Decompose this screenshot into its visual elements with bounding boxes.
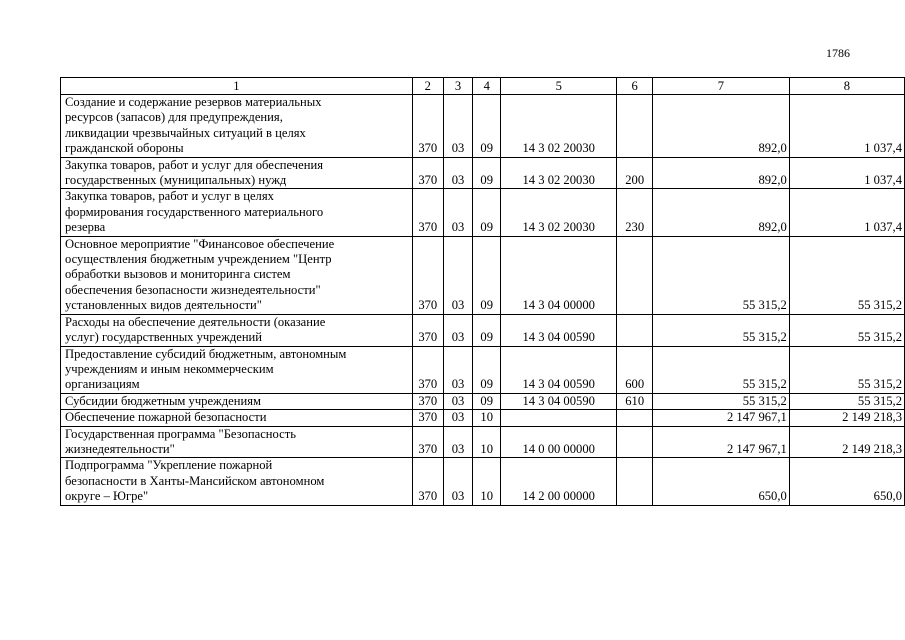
cell-name-line: Подпрограмма "Укрепление пожарной [65, 458, 273, 473]
cell-amount-col8: 1 037,4 [789, 95, 904, 158]
cell-name [61, 157, 413, 189]
cell-admin-code: 370 [412, 410, 443, 426]
cell-expense-type [617, 458, 653, 505]
cell-name-line: обработки вызовов и мониторинга систем [65, 267, 291, 282]
cell-target-article: 14 2 00 00000 [501, 458, 617, 505]
cell-name-line: Закупка товаров, работ и услуг в целях [65, 189, 274, 204]
column-header: 3 [443, 78, 473, 95]
cell-amount-col8: 2 149 218,3 [789, 426, 904, 458]
cell-name-line: Расходы на обеспечение деятельности (оказание [65, 314, 326, 329]
column-header: 5 [501, 78, 617, 95]
column-header: 6 [617, 78, 653, 95]
cell-name-line: Субсидии бюджетным учреждениям [65, 393, 261, 408]
cell-name [61, 393, 413, 409]
cell-amount-col8: 55 315,2 [789, 393, 904, 409]
cell-name-line: учреждениям и иным некоммерческим [65, 361, 274, 376]
cell-subsection: 09 [473, 393, 501, 409]
cell-admin-code: 370 [412, 393, 443, 409]
cell-section: 03 [443, 236, 473, 314]
cell-amount-col8: 2 149 218,3 [789, 410, 904, 426]
table-row [61, 346, 905, 393]
cell-amount-col7: 55 315,2 [653, 314, 790, 346]
cell-name-line: ликвидации чрезвычайных ситуаций в целях [65, 125, 306, 140]
cell-admin-code: 370 [412, 346, 443, 393]
cell-target-article: 14 3 04 00590 [501, 314, 617, 346]
cell-name [61, 314, 413, 346]
cell-name-line: Обеспечение пожарной безопасности [65, 410, 267, 425]
table-header-row [61, 78, 905, 95]
cell-admin-code: 370 [412, 236, 443, 314]
cell-name [61, 236, 413, 314]
cell-name [61, 426, 413, 458]
cell-amount-col8: 1 037,4 [789, 157, 904, 189]
column-header: 1 [61, 78, 413, 95]
table-row [61, 458, 905, 505]
table-row [61, 314, 905, 346]
cell-name-line: обеспечения безопасности жизнедеятельности" [65, 282, 321, 297]
cell-admin-code: 370 [412, 314, 443, 346]
table-row [61, 95, 905, 158]
cell-expense-type: 200 [617, 157, 653, 189]
cell-name-line: резерва [65, 220, 106, 235]
cell-admin-code: 370 [412, 426, 443, 458]
cell-target-article: 14 3 04 00590 [501, 393, 617, 409]
cell-subsection: 09 [473, 189, 501, 236]
cell-name [61, 410, 413, 426]
cell-subsection: 09 [473, 314, 501, 346]
cell-expense-type [617, 314, 653, 346]
cell-amount-col8: 1 037,4 [789, 189, 904, 236]
cell-target-article: 14 0 00 00000 [501, 426, 617, 458]
cell-subsection: 10 [473, 426, 501, 458]
cell-section: 03 [443, 189, 473, 236]
table-row [61, 157, 905, 189]
table-row [61, 426, 905, 458]
table-row [61, 189, 905, 236]
cell-subsection: 09 [473, 236, 501, 314]
cell-name-line: ресурсов (запасов) для предупреждения, [65, 110, 283, 125]
column-header: 2 [412, 78, 443, 95]
cell-target-article: 14 3 02 20030 [501, 95, 617, 158]
cell-name [61, 458, 413, 505]
cell-expense-type: 600 [617, 346, 653, 393]
cell-name-line: установленных видов деятельности" [65, 298, 262, 313]
column-header: 8 [789, 78, 904, 95]
cell-target-article: 14 3 04 00000 [501, 236, 617, 314]
cell-expense-type: 230 [617, 189, 653, 236]
cell-subsection: 10 [473, 410, 501, 426]
cell-name-line: осуществления бюджетным учреждением "Центр [65, 252, 332, 267]
cell-subsection: 10 [473, 458, 501, 505]
cell-expense-type [617, 410, 653, 426]
cell-section: 03 [443, 458, 473, 505]
cell-amount-col7: 650,0 [653, 458, 790, 505]
cell-name-line: формирования государственного материального [65, 204, 324, 219]
cell-amount-col7: 55 315,2 [653, 346, 790, 393]
table-body [61, 78, 905, 506]
table-row [61, 410, 905, 426]
cell-admin-code: 370 [412, 189, 443, 236]
cell-amount-col8: 55 315,2 [789, 346, 904, 393]
cell-amount-col7: 55 315,2 [653, 236, 790, 314]
cell-name-line: Закупка товаров, работ и услуг для обеспечения [65, 157, 324, 172]
column-header: 4 [473, 78, 501, 95]
cell-section: 03 [443, 410, 473, 426]
cell-name-line: Создание и содержание резервов материальных [65, 95, 322, 109]
cell-section: 03 [443, 314, 473, 346]
budget-table [60, 77, 905, 506]
cell-amount-col7: 892,0 [653, 189, 790, 236]
cell-name-line: организациям [65, 377, 140, 392]
cell-target-article: 14 3 04 00590 [501, 346, 617, 393]
cell-name-line: округе – Югре" [65, 489, 149, 504]
cell-amount-col7: 2 147 967,1 [653, 426, 790, 458]
cell-admin-code: 370 [412, 458, 443, 505]
cell-expense-type [617, 426, 653, 458]
cell-name-line: безопасности в Ханты-Мансийском автономном [65, 473, 325, 488]
cell-section: 03 [443, 426, 473, 458]
cell-name-line: услуг) государственных учреждений [65, 330, 263, 345]
cell-target-article [501, 410, 617, 426]
cell-amount-col7: 892,0 [653, 157, 790, 189]
cell-admin-code: 370 [412, 95, 443, 158]
cell-amount-col8: 650,0 [789, 458, 904, 505]
cell-amount-col7: 2 147 967,1 [653, 410, 790, 426]
cell-subsection: 09 [473, 95, 501, 158]
cell-amount-col8: 55 315,2 [789, 236, 904, 314]
table-row [61, 393, 905, 409]
cell-target-article: 14 3 02 20030 [501, 189, 617, 236]
cell-target-article: 14 3 02 20030 [501, 157, 617, 189]
cell-section: 03 [443, 157, 473, 189]
cell-name-line: государственных (муниципальных) нужд [65, 173, 287, 188]
cell-subsection: 09 [473, 157, 501, 189]
cell-section: 03 [443, 95, 473, 158]
cell-amount-col7: 892,0 [653, 95, 790, 158]
cell-amount-col8: 55 315,2 [789, 314, 904, 346]
cell-name-line: Государственная программа "Безопасность [65, 426, 296, 441]
cell-expense-type [617, 236, 653, 314]
column-header: 7 [653, 78, 790, 95]
cell-name [61, 346, 413, 393]
cell-expense-type: 610 [617, 393, 653, 409]
table-row [61, 236, 905, 314]
cell-name-line: жизнедеятельности" [65, 441, 175, 456]
cell-amount-col7: 55 315,2 [653, 393, 790, 409]
cell-subsection: 09 [473, 346, 501, 393]
cell-name [61, 189, 413, 236]
cell-name [61, 95, 413, 158]
page-number: 1786 [826, 46, 850, 60]
cell-section: 03 [443, 393, 473, 409]
cell-name-line: гражданской обороны [65, 141, 184, 156]
cell-name-line: Основное мероприятие "Финансовое обеспечение [65, 236, 335, 251]
cell-section: 03 [443, 346, 473, 393]
cell-admin-code: 370 [412, 157, 443, 189]
cell-expense-type [617, 95, 653, 158]
cell-name-line: Предоставление субсидий бюджетным, автономным [65, 346, 347, 361]
